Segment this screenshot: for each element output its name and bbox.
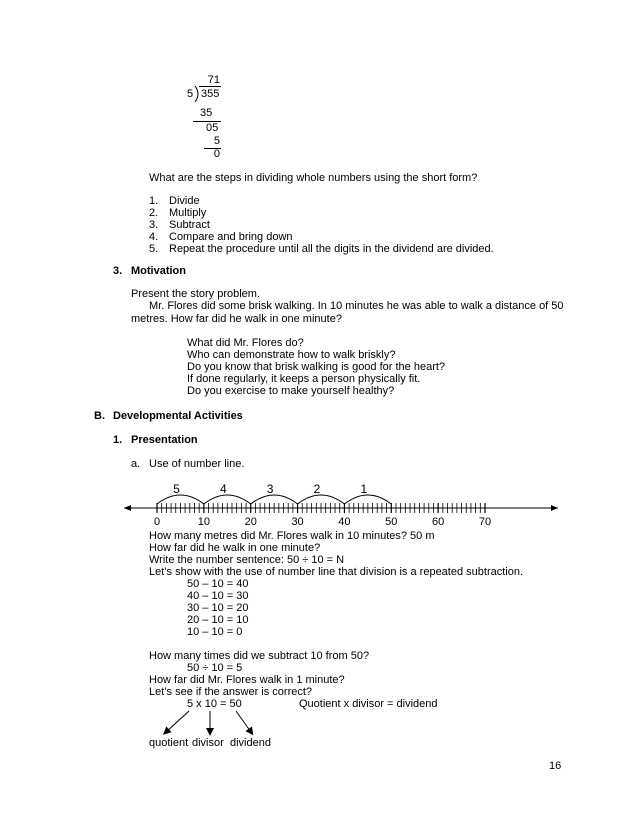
- motivation-heading-number: 3.: [113, 265, 123, 277]
- motivation-question: Do you exercise to make yourself healthy?: [187, 385, 395, 397]
- number-line-tick-label: 50: [385, 516, 398, 528]
- motivation-question: What did Mr. Flores do?: [187, 337, 304, 349]
- division-step1: 35: [200, 107, 213, 119]
- step-number: 2.: [149, 207, 159, 219]
- times-question: How many times did we subtract 10 from 50?: [149, 650, 370, 662]
- step-number: 3.: [149, 219, 159, 231]
- term-quotient: quotient: [149, 737, 189, 749]
- presentation-heading: Presentation: [131, 434, 198, 446]
- subtraction-equation: 50 – 10 = 40: [187, 578, 249, 590]
- number-line-hop-label: 1: [360, 482, 368, 496]
- motivation-question: If done regularly, it keeps a person physically fit.: [187, 373, 421, 385]
- step-text: Divide: [169, 195, 200, 207]
- number-line-tick-label: 70: [478, 516, 492, 528]
- section-b-letter: B.: [94, 410, 105, 422]
- number-line-tick-label: 40: [338, 516, 351, 528]
- step-text: Multiply: [169, 207, 207, 219]
- story-line-1: Mr. Flores did some brisk walking. In 10 minutes he was able to walk a distance of 50: [149, 300, 564, 312]
- number-line-tick-label: 30: [291, 516, 304, 528]
- subtraction-equation: 30 – 10 = 20: [187, 602, 249, 614]
- number-line-hop-label: 4: [219, 482, 227, 496]
- step-number: 5.: [149, 243, 159, 255]
- section-b-heading: Developmental Activities: [113, 410, 243, 422]
- motivation-intro: Present the story problem.: [131, 288, 261, 300]
- division-equation: 50 ÷ 10 = 5: [187, 662, 243, 674]
- division-step3: 5: [213, 135, 220, 147]
- steps-question: What are the steps in dividing whole numbers using the short form?: [149, 172, 478, 184]
- number-line-hop-label: 2: [313, 482, 321, 496]
- step-text: Repeat the procedure until all the digits in the dividend are divided.: [169, 243, 494, 255]
- question-line: How many metres did Mr. Flores walk in 10 minutes? 50 m: [149, 530, 435, 542]
- page-number: 16: [549, 760, 562, 772]
- explanation-line: Let’s show with the use of number line that division is a repeated subtraction.: [149, 566, 524, 578]
- story-line-2: metres. How far did he walk in one minute?: [131, 313, 342, 325]
- motivation-question: Do you know that brisk walking is good for the heart?: [187, 361, 446, 373]
- check-equation: 5 x 10 = 50: [187, 698, 242, 710]
- division-remainder: 0: [213, 148, 220, 160]
- subtraction-equation: 20 – 10 = 10: [187, 614, 249, 626]
- subitem-letter: a.: [131, 458, 141, 470]
- check-rule: Quotient x divisor = dividend: [299, 698, 438, 710]
- number-line-tick-label: 10: [197, 516, 210, 528]
- number-line-hop-label: 5: [173, 482, 180, 496]
- step-number: 1.: [149, 195, 159, 207]
- motivation-question: Who can demonstrate how to walk briskly?: [187, 349, 396, 361]
- division-dividend: 355: [201, 88, 220, 100]
- step-text: Subtract: [169, 219, 210, 231]
- division-quotient: 71: [207, 74, 220, 86]
- subtraction-equation: 40 – 10 = 30: [187, 590, 249, 602]
- number-line-tick-label: 60: [432, 516, 445, 528]
- number-line-tick-label: 20: [244, 516, 257, 528]
- number-sentence: Write the number sentence: 50 ÷ 10 = N: [149, 554, 345, 566]
- step-text: Compare and bring down: [169, 231, 293, 243]
- subtraction-equation: 10 – 10 = 0: [187, 626, 243, 638]
- number-line-hop-label: 3: [266, 482, 274, 496]
- check-prompt: Let’s see if the answer is correct?: [149, 686, 313, 698]
- division-divisor: 5: [187, 88, 194, 100]
- walk-question: How far did Mr. Flores walk in 1 minute?: [149, 674, 345, 686]
- number-line-tick-label: 0: [153, 516, 161, 528]
- term-dividend: dividend: [230, 737, 271, 749]
- subitem-text: Use of number line.: [149, 458, 245, 470]
- presentation-number: 1.: [113, 434, 123, 446]
- question-line: How far did he walk in one minute?: [149, 542, 321, 554]
- motivation-heading: Motivation: [131, 265, 186, 277]
- division-step2: 05: [206, 122, 219, 134]
- step-number: 4.: [149, 231, 159, 243]
- term-divisor: divisor: [192, 737, 224, 749]
